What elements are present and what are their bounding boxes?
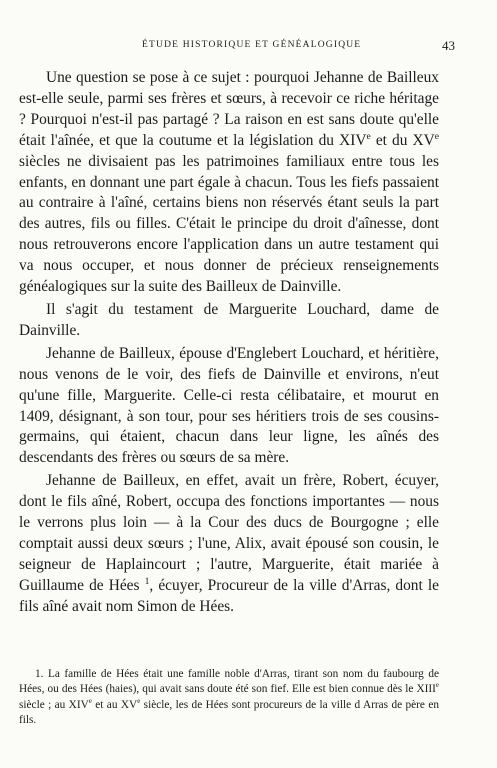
footnote-reference: 1	[144, 575, 150, 587]
page-number: 43	[442, 38, 455, 53]
century-superscript: e	[88, 696, 92, 705]
century-superscript: e	[435, 681, 439, 690]
century-superscript: e	[434, 130, 439, 142]
footnote-1	[19, 667, 439, 728]
footnote-text-b: siècle ; au XIV	[19, 698, 89, 711]
paragraph-3: Jehanne de Bailleux, épouse d'Englebert Louchard, et héritière, nous venons de le voir, des fiefs de Dainville et environs, n'eut qu'une fille, Marguerite. Celle-ci resta célibataire, et mourut en 1409, désignant, à son tour, pour ses héritiers trois de ses cousins-germains, qui étaient, chacun dans leur ligne, les aînés des descendants des frères ou sœurs de sa mère.	[19, 344, 439, 467]
century-superscript: e	[137, 696, 141, 705]
footnote-text-c: et au XV	[91, 698, 138, 711]
body-text	[19, 68, 439, 620]
paragraph-1-text-b: et du XV	[370, 131, 435, 149]
paragraph-1	[19, 68, 439, 298]
running-head: ÉTUDE HISTORIQUE ET GÉNÉALOGIQUE	[142, 40, 362, 50]
footnote-text-a: 1. La famille de Hées était une famille noble d'Arras, tirant son nom du faubourg de Hées, ou des Hées (haies), qui avait sans doute été son fief. Elle est bien connue dès le XIII	[19, 668, 439, 696]
footnote-text-d: siècle, les de Hées sont procureurs de la ville d Arras de père en fils.	[19, 698, 439, 726]
footnotes	[19, 667, 439, 728]
paragraph-4-text-b: , écuyer, Procureur de la ville d'Arras, dont le fils aîné avait nom Simon de Hées.	[19, 576, 439, 615]
paragraph-2: Il s'agit du testament de Marguerite Louchard, dame de Dainville.	[19, 300, 439, 339]
century-superscript: e	[366, 130, 371, 142]
paragraph-4-text-a: Jehanne de Bailleux, en effet, avait un frère, Robert, écuyer, dont le fils aîné, Robert, occupa des fonctions importantes — nous le verrons plus loin — à la Cour des ducs de Bourgogne ; elle comptait aussi deux sœurs ; l'une, Alix, avait épousé son cousin, le seigneur de Haplaincourt ; l'autre, Marguerite, était mariée à Guillaume de Hées	[19, 472, 439, 594]
paragraph-4	[19, 471, 439, 617]
paragraph-1-text-a: Une question se pose à ce sujet : pourquoi Jehanne de Bailleux est-elle seule, parmi ses frères et sœurs, à recevoir ce riche héritage ? Pourquoi n'est-il pas partagé ? La raison en est sans doute qu'elle était l'aînée, et que la coutume et la législation du XIV	[19, 69, 439, 149]
paragraph-1-text-c: siècles ne divisaient pas les patrimoines familiaux entre tous les enfants, en donnant une part égale à chacun. Tous les fiefs passaient au contraire à l'aîné, certains biens non réservés étant seuls la part des autres, fils ou filles. C'était le principe du droit d'aînesse, dont nous retrouverons encore l'application dans un autre testament qui va nous occuper, et nous donner de précieux renseignements généalogiques sur la suite des Bailleux de Dainville.	[19, 152, 439, 296]
